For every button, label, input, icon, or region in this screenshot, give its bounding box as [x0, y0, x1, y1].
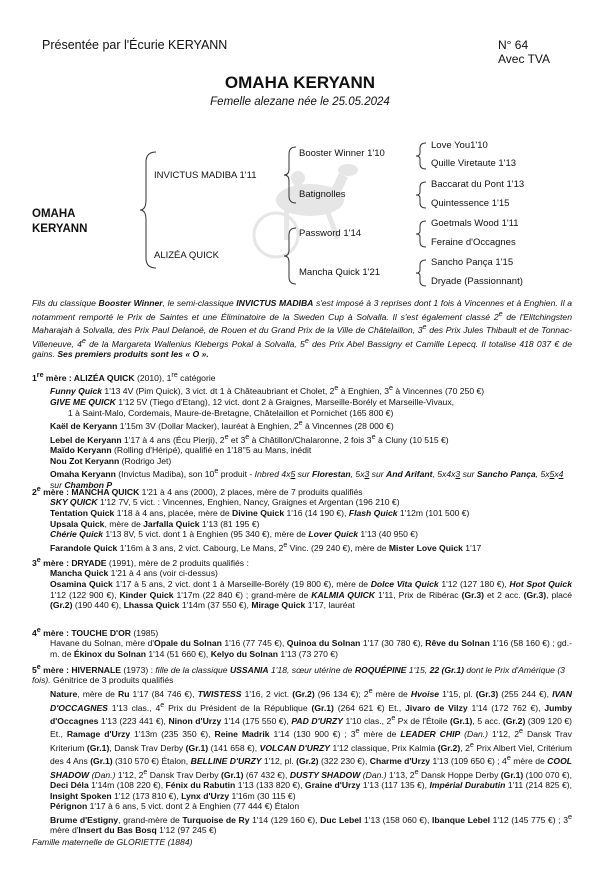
- brace-dd: [414, 258, 428, 288]
- ped-ddd: Dryade (Passionnant): [431, 276, 523, 287]
- sire-sire: Booster Winner 1'10: [299, 148, 385, 159]
- page-title: OMAHA KERYANN: [224, 73, 376, 92]
- brace-sire: [282, 145, 298, 205]
- maternal-family-footer: Famille maternelle de GLORIETTE (1884): [32, 837, 193, 847]
- ped-ssd: Quille Viretaute 1'13: [431, 158, 517, 169]
- ped-sds: Baccarat du Pont 1'13: [431, 179, 525, 190]
- sire: INVICTUS MADIBA 1'11: [154, 170, 257, 181]
- ped-dss: Goetmals Wood 1'11: [431, 218, 519, 229]
- brace-ds: [414, 219, 428, 249]
- vat-label: Avec TVA: [498, 52, 551, 66]
- third-dam-section: 3e mère : DRYADE (1991), mère de 2 produits qualifiés : Mancha Quick 1'21 à 4 ans (voir ci-dessus) Osamina Quick 1'17 à 5 ans, 2 vict. dont 1 à Marseille-Borély (19 800 €), mère de Dolce Vita Quick 1'12 (127 180 €), Hot Spot Quick 1'12 (122 900 €), Kinder Quick 1'17m (22 840 €) ; grand-mère de KALMIA QUICK 1'11, Prix de Ribérac (Gr.3) et 2 acc. (Gr.3), placé (Gr.2) (190 440 €), Lhassa Quick 1'14m (37 550 €), Mirage Quick 1'17, lauréat: [32, 556, 572, 611]
- intro-paragraph: Fils du classique Booster Winner, le semi-classique INVICTUS MADIBA s'est imposé à 3 reprises dont 1 fois à Vincennes et à Enghien. Il a notamment remporté le Prix de Saintes et une Éliminatoire de la Sweden Cup à Solvalla. Il s'est également classé 2e de l'Elitchingsten Maharajah à Solvalla, des Prix Paul Delanoë, de Rouen et du Grand Prix de la Ville de Châtelaillon, 3e des Prix Jules Thibault et de Tonnac-Villeneuve, 4e de la Margareta Wallenius Klebergs Pokal à Solvalla, 5e des Prix Abel Bassigny et Camille Lepecq. Il totalise 418 037 € de gains. Ses premiers produits sont les « O ».: [32, 298, 573, 359]
- lot-number: N° 64: [498, 38, 529, 52]
- first-dam-section: 1re mère : ALIZÉA QUICK (2010), 1re catégorie Funny Quick 1'13 4V (Pim Quick), 3 vict. dt 1 à Châteaubriant et Cholet, 2e à Enghien, 3e à Vincennes (70 250 €) GIVE ME QUICK 1'12 5V (Tiego d'Etang), 12 vict. dont 2 à Graignes, Marseille-Borély et Marseille-Vivaux, 1 à Saint-Malo, Cordemais, Maure-de-Bretagne, Châtelaillon et Pornichet (165 800 €) Kaël de Keryann 1'15m 3V (Dollar Macker), lauréat à Enghien, 2e à Vincennes (28 000 €) Lebel de Keryann 1'17 à 4 ans (Écu Pierji), 2e et 3e à Châtillon/Chalaronne, 2 fois 3e à Cluny (10 515 €) Maïdo Keryann (Rolling d'Hériρé), qualifié en 1'18''5 au Mans, inédit Nou Zot Keryann (Rodrigo Jet) Omaha Keryann (Invictus Madiba), son 10e produit - Inbred 4x5 sur Florestan, 5x3 sur And Arifant, 5x4x3 sur Sancho Pança, 5x5x4 sur Chambon P: [32, 371, 564, 490]
- horse-name: OMAHA KERYANN: [32, 208, 88, 235]
- ped-dds: Sancho Pança 1'15: [431, 257, 514, 268]
- page-subtitle: Femelle alezane née le 25.05.2024: [210, 96, 390, 108]
- fourth-dam-section: 4e mère : TOUCHE D'OR (1985) Havane du Solnan, mère d'Opale du Solnan 1'16 (77 745 €), Quinoa du Solnan 1'17 (30 780 €), Rêve du Solnan 1'16 (58 160 €) ; gd.-m. de Ékinox du Solnan 1'14 (51 660 €), Kelyo du Solnan 1'13 (73 270 €): [32, 626, 572, 660]
- presenter-text: Présentée par l'Écurie KERYANN: [42, 38, 228, 52]
- ped-dsd: Feraine d'Occagnes: [431, 237, 516, 248]
- trotter-watermark-icon: [240, 140, 380, 270]
- ped-sss: Love You1'10: [431, 140, 488, 151]
- fifth-dam-section: 5e mère : HIVERNALE (1973) : fille de la classique USSANIA 1'18, sœur utérine de ROQUÉPINE 1'15, 22 (Gr.1) dont le Prix d'Amérique (3 fois). Génitrice de 3 produits qualifiés Nature, mère de Ru 1'17 (84 746 €), TWISTESS 1'16, 2 vict. (Gr.2) (96 134 €); 2e mère de Hvoise 1'15, pl. (Gr.3) (255 244 €), IVAN D'OCCAGNES 1'13 clas., 4e Prix du Président de la République (Gr.1) (264 621 €) Et., Jivaro de Vilzy 1'14 (172 762 €), Jumby d'Occagnes 1'13 (223 441 €), Ninon d'Urzy 1'14 (175 550 €), PAD D'URZY 1'10 clas., 2e Px de l'Étoile (Gr.1), 5 acc. (Gr.2) (309 120 €) Et., Ramage d'Urzy 1'13m (235 350 €), Reine Madrik 1'14 (130 900 €) ; 3e mère de LEADER CHIP (Dan.) 1'12, 2e Dansk Trav Kriterium (Gr.1), Dansk Trav Derby (Gr.1) (141 658 €), VOLCAN D'URZY 1'12 classique, Prix Kalmia (Gr.2), 2e Prix Albert Viel, Critérium des 4 Ans (Gr.1) (310 570 €) Étalon, BELLINE D'URZY 1'12, pl. (Gr.2) (322 230 €), Charme d'Urzy 1'13 (109 650 €) ; 4e mère de COOL SHADOW (Dan.) 1'12, 2e Dansk Trav Derby (Gr.1) (67 432 €), DUSTY SHADOW (Dan.) 1'13, 2e Dansk Hoppe Derby (Gr.1) (100 070 €), Deci Déla 1'14m (108 220 €), Fénix du Rabutin 1'13 (133 820 €), Graine d'Urzy 1'13 (117 135 €), Impérial Durabutin 1'11 (214 825 €), Insight Spoken 1'12 (173 810 €), Lynx d'Urzy 1'16m (30 115 €) Pérignon 1'17 à 6 ans, 5 vict. dont 2 à Enghien (77 444 €) Étalon Brume d'Estigny, grand-mère de Turquoise de Ry 1'14 (129 160 €), Duc Lebel 1'13 (158 060 €), Ibanque Lebel 1'12 (145 775 €) ; 3e mère d'Insert du Bas Bosq 1'12 (97 245 €): [32, 663, 573, 836]
- brace-ss: [414, 141, 428, 171]
- sire-dam: Batignolles: [299, 189, 346, 200]
- dam: ALIZÉA QUICK: [154, 250, 219, 261]
- dam-dam: Mancha Quick 1'21: [299, 267, 381, 278]
- ped-sdd: Quintessence 1'15: [431, 198, 510, 209]
- brace-sd: [414, 180, 428, 210]
- brace-dam: [282, 226, 298, 286]
- lot-info: [498, 38, 550, 66]
- second-dam-section: 2e mère : MANCHA QUICK 1'21 à 4 ans (2000), 2 places, mère de 7 produits qualifiés SKY QUICK 1'12 7V, 5 vict. : Vincennes, Enghien, Nancy, Graignes et Argentan (196 210 €) Tentation Quick 1'18 à 4 ans, placée, mère de Divine Quick 1'16 (14 190 €), Flash Quick 1'12m (101 500 €) Upsala Quick, mère de Jarfalla Quick 1'13 (81 195 €) Chérie Quick 1'13 8V, 5 vict. dont 1 à Enghien (95 340 €), mère de Lover Quick 1'13 (40 950 €) Farandole Quick 1'16m à 3 ans, 2 vict. Cabourg, Le Mans, 2e Vinc. (29 240 €), mère de Mister Love Quick 1'17: [32, 485, 482, 553]
- dam-sire: Password 1'14: [299, 228, 362, 239]
